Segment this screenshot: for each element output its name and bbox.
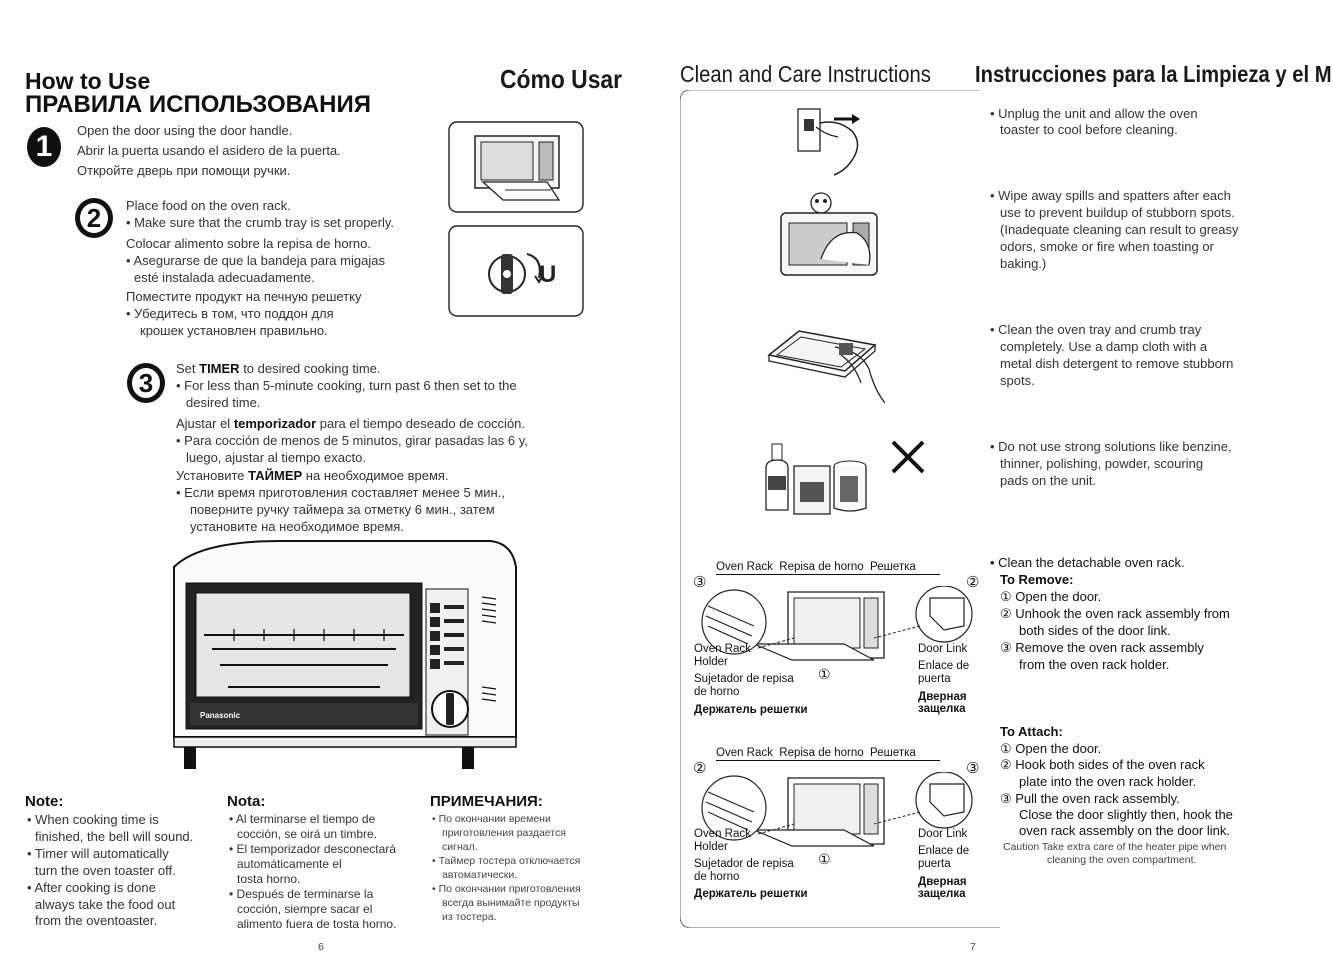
diagram-1-holder-es-2: de horno xyxy=(694,686,740,698)
step-1-number: 1 xyxy=(27,127,61,167)
clean-bullet-2-line-5: baking.) xyxy=(1000,256,1047,271)
diagram-2-num-right: ③ xyxy=(966,760,980,777)
diagram-1-door-ru-2: защелка xyxy=(918,703,966,715)
note-heading-es: Nota: xyxy=(227,793,266,810)
note-ru-line-5: автоматически. xyxy=(442,869,518,881)
note-es-line-3: • El temporizador desconectará xyxy=(229,842,396,856)
diagram-1-underline xyxy=(716,574,940,575)
note-ru-line-4: • Таймер тостера отключается xyxy=(432,855,581,867)
diagram-2-holder-ru: Держатель решетки xyxy=(694,888,808,900)
page-number-right: 7 xyxy=(970,941,976,953)
diagram-2-holder-es: Sujetador de repisa xyxy=(694,858,794,870)
remove-step-3b: from the oven rack holder. xyxy=(1019,657,1170,672)
attach-step-2b: plate into the oven rack holder. xyxy=(1019,774,1197,789)
diagram-2-num-left: ② xyxy=(693,760,707,777)
step-2-text-es-3: esté instalada adecuadamente. xyxy=(134,270,315,285)
diagram-2-circled-1: ① xyxy=(818,851,831,867)
note-en-line-3: • Timer will automatically xyxy=(27,846,169,861)
clean-bullet-3-line-2: completely. Use a damp cloth with a xyxy=(1000,339,1208,354)
diagram-2-door-en: Door Link xyxy=(918,828,968,840)
attach-step-3c: oven rack assembly on the door link. xyxy=(1019,823,1230,838)
diagram-2-top-label: Oven Rack Repisa de horno Решетка xyxy=(716,747,916,759)
note-en-line-4: turn the oven toaster off. xyxy=(35,863,176,878)
title-how-to-use: How to Use xyxy=(25,68,151,94)
step-3-text-ru-2: • Если время приготовления составляет менее 5 мин., xyxy=(176,485,505,500)
step-3-number: 3 xyxy=(127,363,165,403)
svg-text:U: U xyxy=(539,261,557,288)
step-2-text-ru-3: крошек установлен правильно. xyxy=(140,323,328,338)
step-3-text-ru-1: Установите ТАЙМЕР на необходимое время. xyxy=(176,468,449,483)
attach-step-3b: Close the door slightly then, hook the xyxy=(1019,807,1233,822)
diagram-2-holder-en: Oven Rack xyxy=(694,828,751,840)
clean-bullet-4-line-3: pads on the unit. xyxy=(1000,473,1097,488)
to-remove-heading: To Remove: xyxy=(1000,572,1074,587)
note-es-line-6: • Después de terminarse la xyxy=(229,887,374,901)
do-not-x-icon xyxy=(889,438,929,478)
clean-bullet-2-line-4: odors, smoke or fire when toasting or xyxy=(1000,239,1214,254)
clean-bullet-3-line-4: spots. xyxy=(1000,373,1035,388)
unplug-illustration xyxy=(790,105,880,177)
step-3-text-ru-3: поверните ручку таймера за отметку 6 мин., затем xyxy=(190,502,495,517)
note-es-line-7: cocción, siempre sacar el xyxy=(237,902,373,916)
oven-toaster-illustration xyxy=(160,537,524,777)
step-3-text-es-2: • Para cocción de menos de 5 minutos, girar pasadas las 6 y, xyxy=(176,433,528,448)
note-en-line-1: • When cooking time is xyxy=(27,812,159,827)
diagram-1-holder-en: Oven Rack xyxy=(694,643,751,655)
note-heading-ru: ПРИМЕЧАНИЯ: xyxy=(430,793,543,810)
remove-step-3: ③ Remove the oven rack assembly xyxy=(1000,640,1204,655)
oven-brand-label: Panasonic xyxy=(200,711,241,720)
remove-step-2: ② Unhook the oven rack assembly from xyxy=(1000,606,1230,621)
clean-bullet-3-line-3: metal dish detergent to remove stubborn xyxy=(1000,356,1234,371)
step-1-text-en: Open the door using the door handle. xyxy=(77,123,293,138)
step-2-illustration xyxy=(447,224,585,318)
diagram-2-door-ru: Дверная xyxy=(918,876,967,888)
step-3-text-es-1: Ajustar el temporizador para el tiempo deseado de cocción. xyxy=(176,416,526,431)
tray-illustration xyxy=(765,325,885,407)
title-como-usar: Cómo Usar xyxy=(500,64,623,94)
step-2-number: 2 xyxy=(75,198,113,238)
note-es-line-2: cocción, se oirá un timbre. xyxy=(237,827,378,841)
step-1-illustration xyxy=(447,120,585,214)
diagram-2-door-ru-2: защелка xyxy=(918,888,966,900)
clean-bullet-1-line-2: toaster to cool before cleaning. xyxy=(1000,122,1178,137)
note-ru-line-7: всегда вынимайте продукты xyxy=(442,897,580,909)
step-2-text-es-2: • Asegurarse de que la bandeja para migajas xyxy=(126,253,385,268)
step-3-text-en-3: desired time. xyxy=(186,395,261,410)
clean-bullet-2-line-1: • Wipe away spills and spatters after each xyxy=(990,188,1231,203)
diagram-2-door-es: Enlace de xyxy=(918,845,970,857)
wipe-illustration xyxy=(775,185,885,281)
diagram-2-door-es-2: puerta xyxy=(918,858,951,870)
note-ru-line-3: сигнал. xyxy=(442,841,478,853)
diagram-1-circled-1: ① xyxy=(818,666,831,682)
step-1-text-ru: Откройте дверь при помощи ручки. xyxy=(77,163,291,178)
note-ru-line-8: из тостера. xyxy=(442,911,497,923)
clean-bullet-3-line-1: • Clean the oven tray and crumb tray xyxy=(990,322,1202,337)
diagram-1-num-left: ③ xyxy=(693,574,707,591)
title-russian-rules: ПРАВИЛА ИСПОЛЬЗОВАНИЯ xyxy=(25,91,371,118)
remove-step-2b: both sides of the door link. xyxy=(1019,623,1171,638)
step-3-text-en-1: Set TIMER to desired cooking time. xyxy=(176,361,381,376)
step-1-text-es: Abrir la puerta usando el asidero de la puerta. xyxy=(77,143,341,158)
note-es-line-1: • Al terminarse el tiempo de xyxy=(229,812,376,826)
title-instrucciones-limpieza: Instrucciones para la Limpieza y el M xyxy=(975,61,1332,87)
step-2-text-ru-1: Поместите продукт на печную решетку xyxy=(126,289,362,304)
note-ru-line-1: • По окончании времени xyxy=(432,813,551,825)
caution-line-1: Caution Take extra care of the heater pipe when xyxy=(1003,841,1227,853)
step-3-text-en-2: • For less than 5-minute cooking, turn past 6 then set to the xyxy=(176,378,517,393)
diagram-1-num-right: ② xyxy=(966,574,980,591)
clean-bullet-2-line-3: (Inadequate cleaning can result to greasy xyxy=(1000,222,1239,237)
attach-step-2: ② Hook both sides of the oven rack xyxy=(1000,757,1205,772)
remove-step-1: ① Open the door. xyxy=(1000,589,1102,604)
diagram-2-holder-en-2: Holder xyxy=(694,841,728,853)
note-ru-line-2: приготовления раздается xyxy=(442,827,566,839)
step-2-text-es-1: Colocar alimento sobre la repisa de horno. xyxy=(126,236,371,251)
diagram-1-holder-es: Sujetador de repisa xyxy=(694,673,794,685)
attach-step-3: ③ Pull the oven rack assembly. xyxy=(1000,791,1180,806)
note-ru-line-6: • По окончании приготовления xyxy=(432,883,581,895)
attach-step-1: ① Open the door. xyxy=(1000,741,1102,756)
note-heading-en: Note: xyxy=(25,793,64,810)
diagram-1-door-es: Enlace de xyxy=(918,660,970,672)
diagram-1-door-es-2: puerta xyxy=(918,673,951,685)
page-number-left: 6 xyxy=(318,941,324,953)
note-es-line-4: automáticamente el xyxy=(237,857,342,871)
diagram-1-door-en: Door Link xyxy=(918,643,968,655)
step-2-text-en-1: Place food on the oven rack. xyxy=(126,198,291,213)
clean-bullet-4-line-2: thinner, polishing, powder, scouring xyxy=(1000,456,1204,471)
diagram-2-underline xyxy=(716,760,940,761)
step-2-text-ru-2: • Убедитесь в том, что поддон для xyxy=(126,306,334,321)
diagram-1-holder-ru: Держатель решетки xyxy=(694,704,808,716)
clean-bullet-4-line-1: • Do not use strong solutions like benzine, xyxy=(990,439,1232,454)
note-en-line-2: finished, the bell will sound. xyxy=(35,829,194,844)
note-en-line-7: from the oventoaster. xyxy=(35,913,158,928)
clean-bullet-5-line-1: • Clean the detachable oven rack. xyxy=(990,555,1185,570)
note-es-line-8: alimento fuera de tosta horno. xyxy=(237,917,397,931)
diagram-1-door-ru: Дверная xyxy=(918,691,967,703)
diagram-2-holder-es-2: de horno xyxy=(694,871,740,883)
diagram-1-top-label: Oven Rack Repisa de horno Решетка xyxy=(716,561,916,573)
note-en-line-5: • After cooking is done xyxy=(27,880,156,895)
step-2-text-en-2: • Make sure that the crumb tray is set properly. xyxy=(126,215,395,230)
to-attach-heading: To Attach: xyxy=(1000,724,1063,739)
clean-bullet-1-line-1: • Unplug the unit and allow the oven xyxy=(990,106,1198,121)
diagram-1-holder-en-2: Holder xyxy=(694,656,728,668)
note-es-line-5: tosta horno. xyxy=(237,872,301,886)
caution-line-2: cleaning the oven compartment. xyxy=(1047,854,1197,866)
note-en-line-6: always take the food out xyxy=(35,897,176,912)
clean-bullet-2-line-2: use to prevent buildup of stubborn spots. xyxy=(1000,205,1235,220)
title-clean-and-care: Clean and Care Instructions xyxy=(680,61,931,87)
step-3-text-ru-4: установите на необходимое время. xyxy=(190,519,404,534)
step-3-text-es-3: luego, ajustar al tiempo exacto. xyxy=(186,450,366,465)
